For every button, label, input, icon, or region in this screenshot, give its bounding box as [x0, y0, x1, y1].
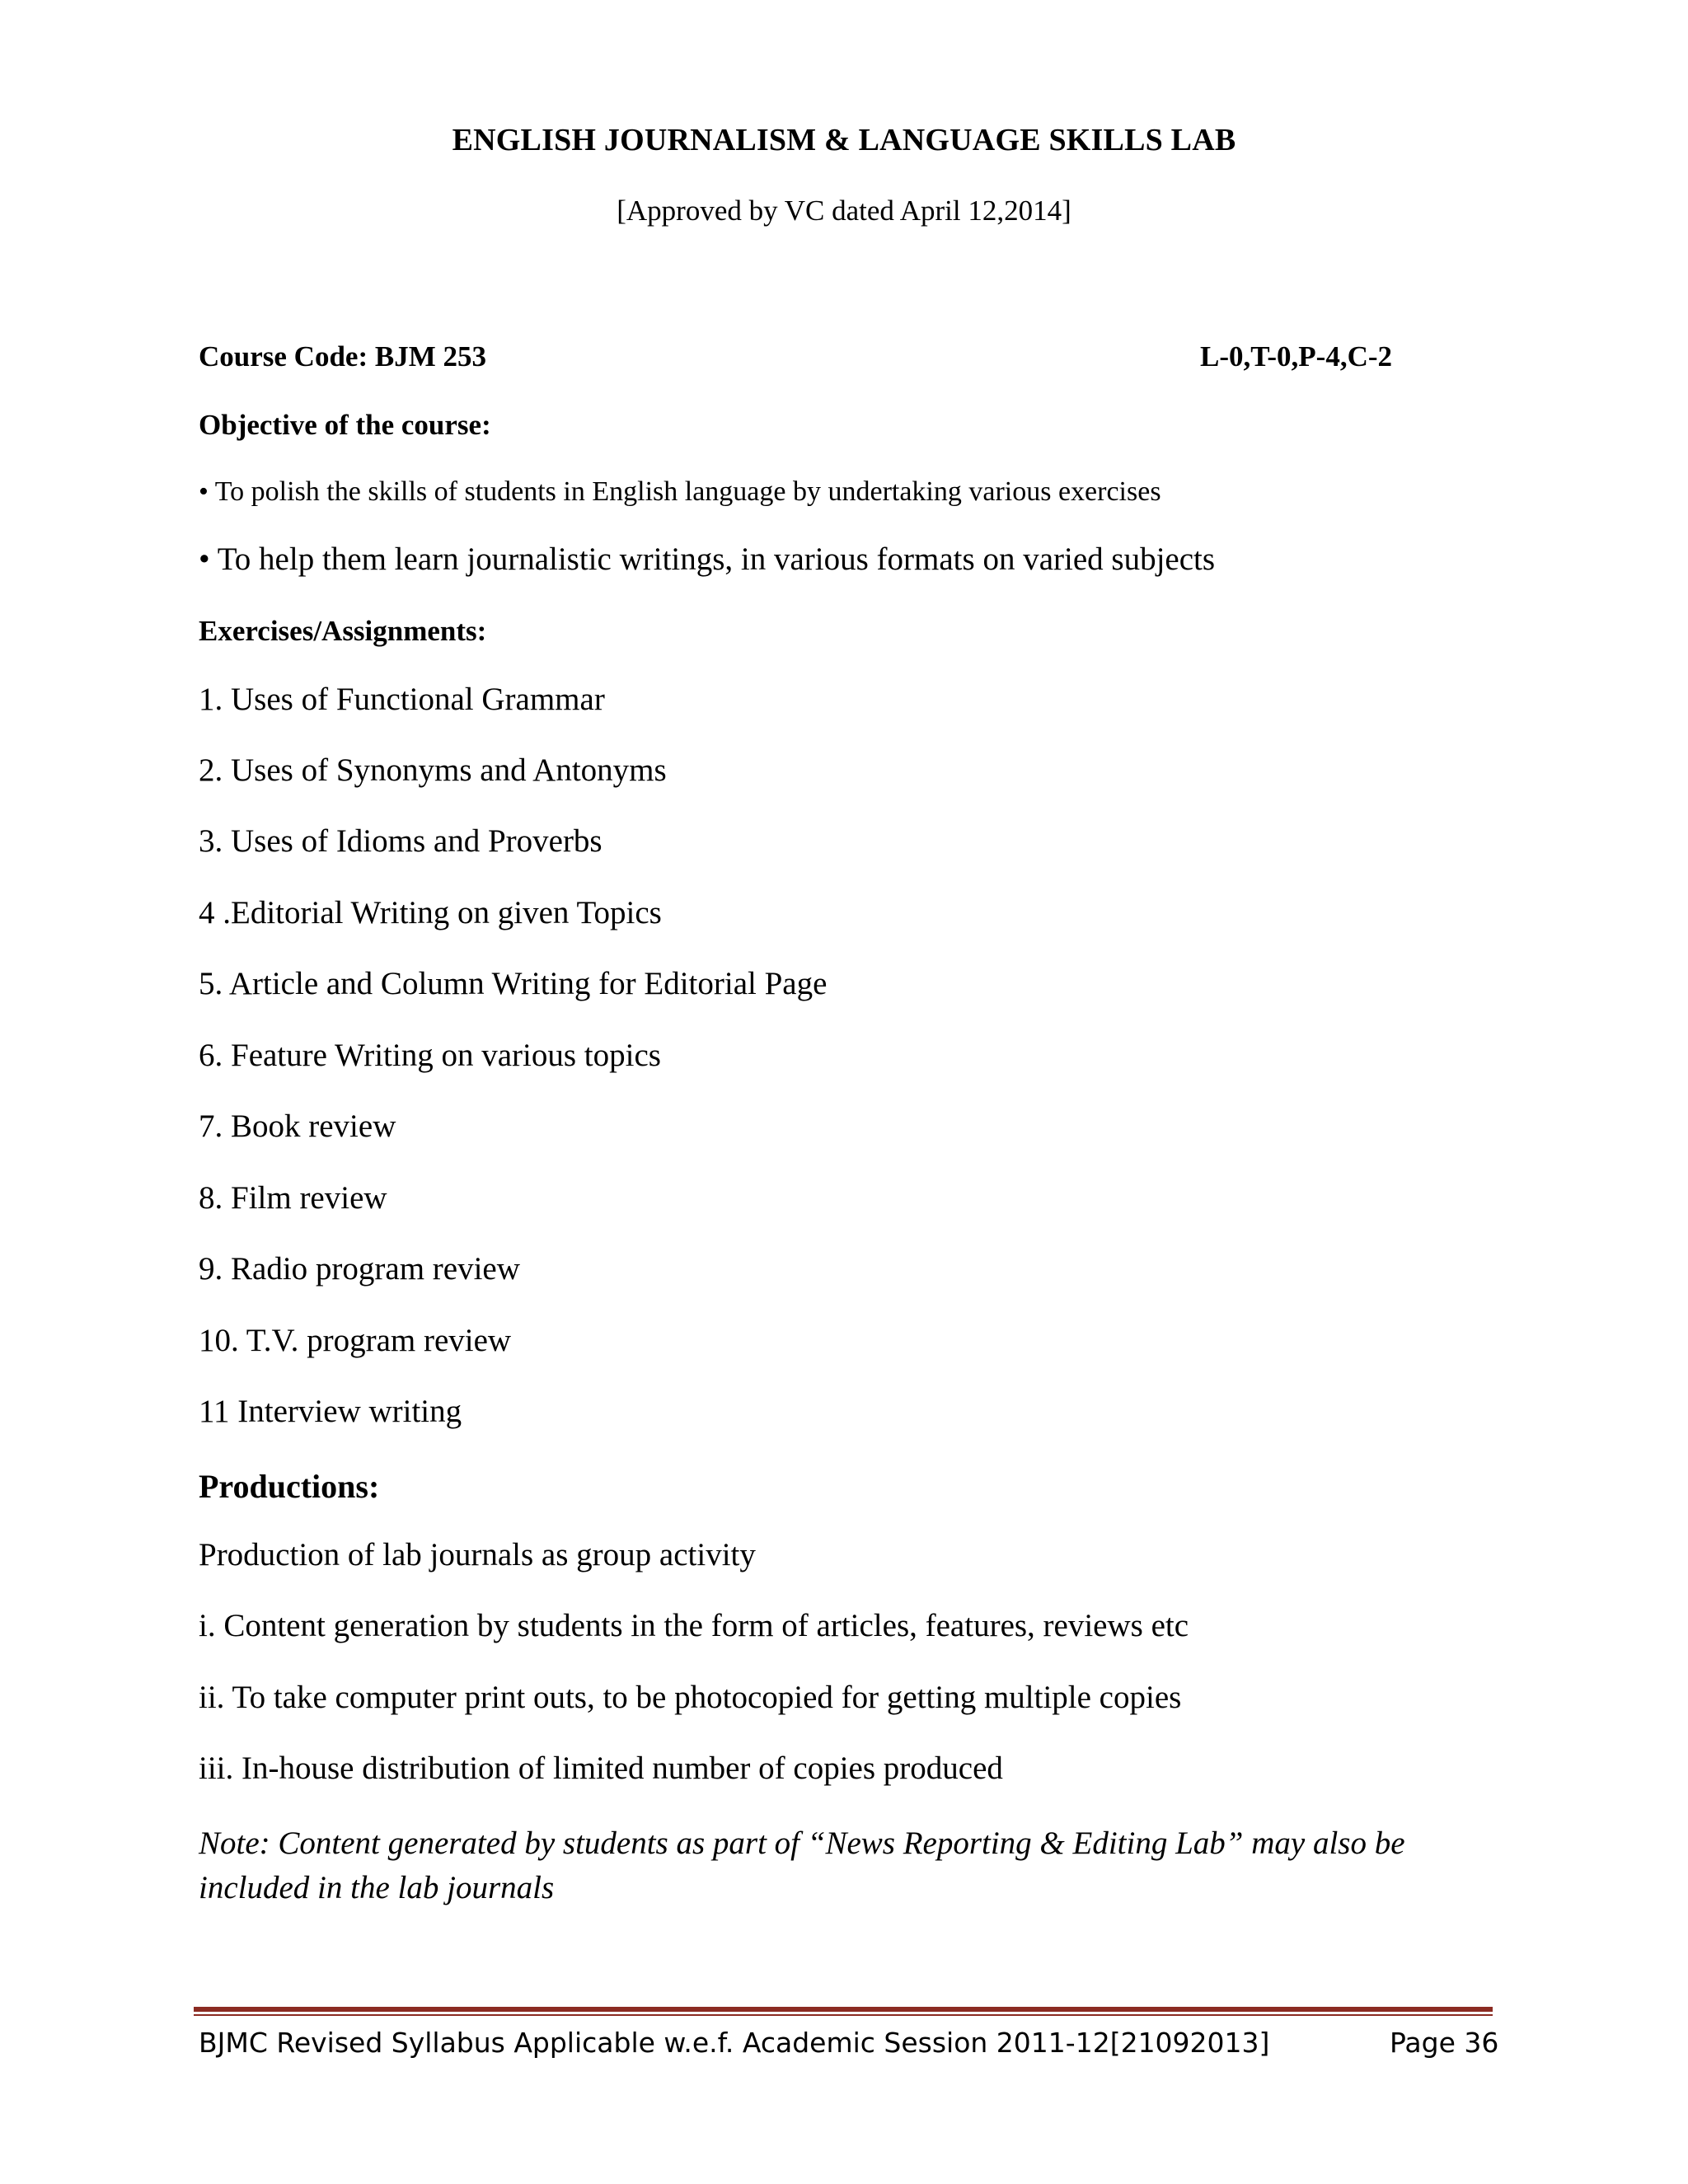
- exercises-heading: Exercises/Assignments:: [199, 615, 487, 647]
- note-paragraph: Note: Content generated by students as part of “News Reporting & Editing Lab” may also be included in the lab journals: [199, 1825, 1405, 1905]
- objective-item: • To polish the skills of students in English language by undertaking various exercises: [199, 476, 1161, 507]
- document-title: ENGLISH JOURNALISM & LANGUAGE SKILLS LAB: [452, 123, 1236, 157]
- exercise-item: 5. Article and Column Writing for Editorial Page: [199, 966, 828, 1001]
- exercise-item: 6. Feature Writing on various topics: [199, 1038, 661, 1073]
- exercise-item: 2. Uses of Synonyms and Antonyms: [199, 752, 667, 788]
- footer-text: BJMC Revised Syllabus Applicable w.e.f. Academic Session 2011-12[21092013]: [199, 2027, 1270, 2059]
- exercise-item: 11 Interview writing: [199, 1394, 462, 1429]
- production-line: ii. To take computer print outs, to be photocopied for getting multiple copies: [199, 1680, 1182, 1715]
- course-code: Course Code: BJM 253: [199, 340, 486, 373]
- exercise-item: 3. Uses of Idioms and Proverbs: [199, 823, 603, 859]
- footer-rule: [194, 2007, 1493, 2017]
- exercise-item: 7. Book review: [199, 1108, 396, 1144]
- productions-heading: Productions:: [199, 1468, 380, 1505]
- production-line: iii. In-house distribution of limited number of copies produced: [199, 1750, 1003, 1786]
- credit-structure: L-0,T-0,P-4,C-2: [1200, 340, 1393, 373]
- exercise-item: 8. Film review: [199, 1180, 387, 1216]
- footer-rule-thick: [194, 2007, 1493, 2012]
- page-number: Page 36: [1390, 2027, 1499, 2059]
- exercise-item: 9. Radio program review: [199, 1251, 520, 1286]
- objective-heading: Objective of the course:: [199, 409, 491, 441]
- production-line: i. Content generation by students in the form of articles, features, reviews etc: [199, 1608, 1189, 1643]
- exercise-item: 1. Uses of Functional Grammar: [199, 682, 605, 717]
- objective-item: • To help them learn journalistic writings, in various formats on varied subjects: [199, 541, 1216, 577]
- footer-rule-thin: [194, 2014, 1493, 2016]
- exercise-item: 10. T.V. program review: [199, 1323, 512, 1358]
- exercise-item: 4 .Editorial Writing on given Topics: [199, 895, 662, 930]
- approval-note: [Approved by VC dated April 12,2014]: [617, 194, 1071, 227]
- production-line: Production of lab journals as group activity: [199, 1537, 756, 1572]
